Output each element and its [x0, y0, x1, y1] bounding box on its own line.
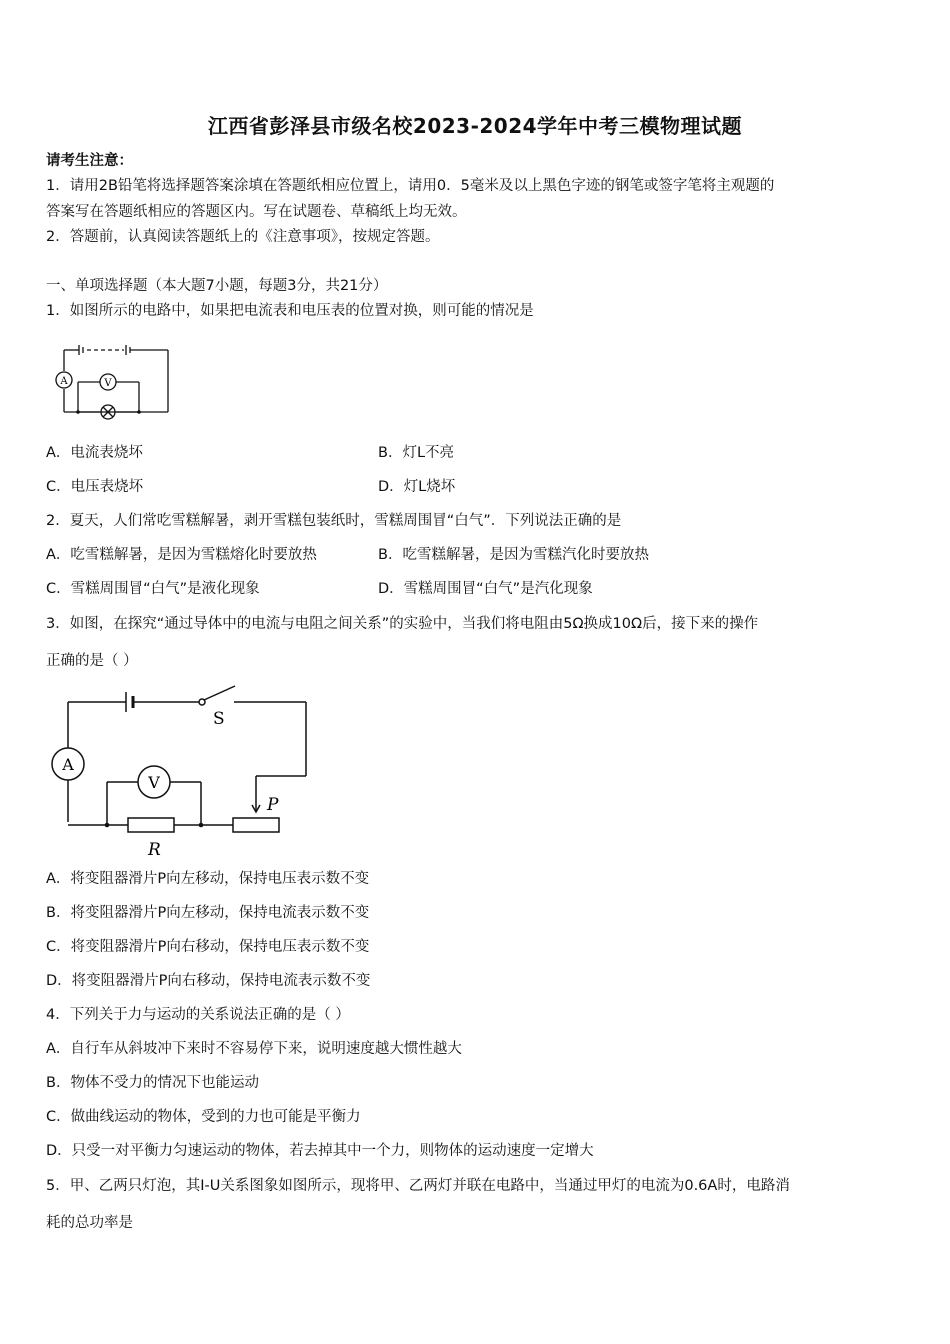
q4-stem: 4．下列关于力与运动的关系说法正确的是（ ）	[46, 1007, 350, 1023]
notice-item-1b: 答案写在答题纸相应的答题区内。写在试题卷、草稿纸上均无效。	[46, 204, 467, 220]
q4-option-d[interactable]: D．只受一对平衡力匀速运动的物体，若去掉其中一个力，则物体的运动速度一定增大	[46, 1143, 594, 1159]
q3-stem-line2: 正确的是（ ）	[46, 653, 138, 669]
q3-circuit-diagram	[46, 684, 316, 859]
q2-option-b[interactable]: B．吃雪糕解暑，是因为雪糕汽化时要放热	[378, 547, 649, 563]
q1-ammeter-label: A	[60, 376, 68, 387]
q3-resistor-label: R	[148, 840, 161, 860]
q3-option-b[interactable]: B．将变阻器滑片P向左移动，保持电流表示数不变	[46, 905, 370, 921]
q4-option-a[interactable]: A．自行车从斜坡冲下来时不容易停下来，说明速度越大惯性越大	[46, 1041, 462, 1057]
section-heading: 一、单项选择题（本大题7小题，每题3分，共21分）	[46, 278, 388, 294]
q4-option-b[interactable]: B．物体不受力的情况下也能运动	[46, 1075, 259, 1091]
q2-option-d[interactable]: D．雪糕周围冒“白气”是汽化现象	[378, 581, 593, 597]
q1-stem: 1．如图所示的电路中，如果把电流表和电压表的位置对换，则可能的情况是	[46, 303, 534, 319]
q3-stem-line1: 3．如图，在探究“通过导体中的电流与电阻之间关系”的实验中，当我们将电阻由5Ω换成10Ω后，接下来的操作	[46, 616, 759, 632]
q2-option-a[interactable]: A．吃雪糕解暑，是因为雪糕熔化时要放热	[46, 547, 317, 563]
q3-option-a[interactable]: A．将变阻器滑片P向左移动，保持电压表示数不变	[46, 871, 370, 887]
q3-voltmeter-label: V	[148, 773, 160, 792]
q1-option-c[interactable]: C．电压表烧坏	[46, 479, 144, 495]
q4-option-c[interactable]: C．做曲线运动的物体，受到的力也可能是平衡力	[46, 1109, 361, 1125]
q2-stem: 2．夏天，人们常吃雪糕解暑，剥开雪糕包装纸时，雪糕周围冒“白气”．下列说法正确的是	[46, 513, 622, 529]
q3-option-c[interactable]: C．将变阻器滑片P向右移动，保持电压表示数不变	[46, 939, 370, 955]
notice-heading: 请考生注意：	[46, 153, 133, 169]
page-title: 江西省彭泽县市级名校2023-2024学年中考三模物理试题	[207, 114, 743, 138]
q1-option-b[interactable]: B．灯L不亮	[378, 445, 455, 461]
q1-voltmeter-label: V	[104, 378, 112, 389]
notice-item-2: 2．答题前，认真阅读答题纸上的《注意事项》，按规定答题。	[46, 229, 440, 245]
q1-circuit-diagram	[46, 340, 176, 420]
q3-ammeter-label: A	[62, 755, 74, 774]
q3-switch-label: S	[213, 709, 225, 729]
q5-stem-line1: 5．甲、乙两只灯泡，其I-U关系图象如图所示，现将甲、乙两灯并联在电路中，当通过甲灯的电流为0.6A时，电路消	[46, 1178, 790, 1194]
q2-option-c[interactable]: C．雪糕周围冒“白气”是液化现象	[46, 581, 260, 597]
notice-item-1a: 1．请用2B铅笔将选择题答案涂填在答题纸相应位置上，请用0．5毫米及以上黑色字迹的钢笔或签字笔将主观题的	[46, 178, 775, 194]
q1-option-a[interactable]: A．电流表烧坏	[46, 445, 143, 461]
q3-option-d[interactable]: D．将变阻器滑片P向右移动，保持电流表示数不变	[46, 973, 371, 989]
q5-stem-line2: 耗的总功率是	[46, 1215, 133, 1231]
q3-slider-label: P	[267, 795, 279, 815]
q1-option-d[interactable]: D．灯L烧坏	[378, 479, 456, 495]
